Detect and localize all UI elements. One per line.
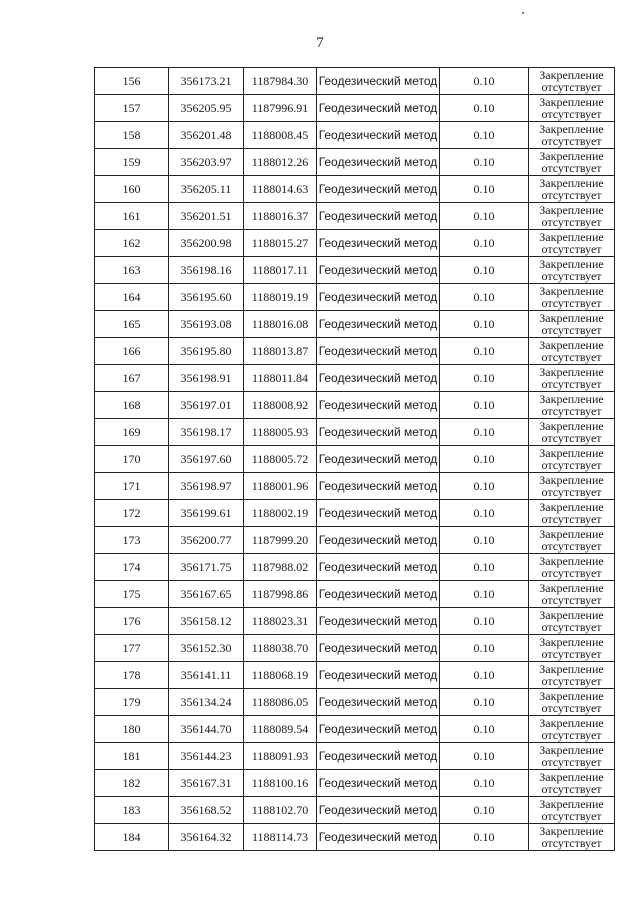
fixation-cell	[529, 797, 615, 824]
fixation-text: отсутствует	[541, 647, 602, 661]
x-coordinate-cell: 356198.16	[169, 257, 244, 284]
y-coordinate-cell: 1188100.16	[244, 770, 317, 797]
point-number-cell: 159	[95, 149, 169, 176]
fixation-text: отсутствует	[541, 539, 602, 553]
table-row	[95, 338, 615, 365]
fixation-text: Закрепление	[539, 419, 604, 433]
x-coordinate-cell: 356167.31	[169, 770, 244, 797]
fixation-cell	[529, 581, 615, 608]
y-coordinate-cell: 1188012.26	[244, 149, 317, 176]
point-number-cell: 174	[95, 554, 169, 581]
x-coordinate-cell: 356164.32	[169, 824, 244, 851]
table-row	[95, 716, 615, 743]
table-row	[95, 419, 615, 446]
fixation-cell	[529, 257, 615, 284]
accuracy-cell: 0.10	[440, 365, 529, 392]
x-coordinate-cell: 356203.97	[169, 149, 244, 176]
x-coordinate-cell: 356158.12	[169, 608, 244, 635]
point-number-cell: 168	[95, 392, 169, 419]
x-coordinate-cell: 356195.60	[169, 284, 244, 311]
table-row	[95, 500, 615, 527]
fixation-cell	[529, 743, 615, 770]
point-number-cell: 158	[95, 122, 169, 149]
y-coordinate-cell: 1188001.96	[244, 473, 317, 500]
fixation-text: Закрепление	[539, 716, 604, 730]
point-number-cell: 156	[95, 68, 169, 95]
fixation-text: отсутствует	[541, 323, 602, 337]
fixation-text: Закрепление	[539, 392, 604, 406]
accuracy-cell: 0.10	[440, 608, 529, 635]
table-row	[95, 257, 615, 284]
x-coordinate-cell: 356198.17	[169, 419, 244, 446]
fixation-text: отсутствует	[541, 404, 602, 418]
fixation-text: отсутствует	[541, 809, 602, 823]
x-coordinate-cell: 356201.51	[169, 203, 244, 230]
fixation-cell	[529, 554, 615, 581]
table-row	[95, 662, 615, 689]
point-number-cell: 176	[95, 608, 169, 635]
fixation-text: Закрепление	[539, 824, 604, 838]
fixation-cell	[529, 635, 615, 662]
fixation-cell	[529, 473, 615, 500]
x-coordinate-cell: 356195.80	[169, 338, 244, 365]
fixation-text: Закрепление	[539, 257, 604, 271]
fixation-text: Закрепление	[539, 635, 604, 649]
point-number-cell: 170	[95, 446, 169, 473]
fixation-text: отсутствует	[541, 296, 602, 310]
y-coordinate-cell: 1188023.31	[244, 608, 317, 635]
point-number-cell: 166	[95, 338, 169, 365]
table-row	[95, 176, 615, 203]
method-cell: Геодезический метод	[317, 662, 440, 689]
fixation-cell	[529, 122, 615, 149]
fixation-cell	[529, 68, 615, 95]
point-number-cell: 160	[95, 176, 169, 203]
method-cell: Геодезический метод	[317, 446, 440, 473]
method-cell: Геодезический метод	[317, 500, 440, 527]
x-coordinate-cell: 356199.61	[169, 500, 244, 527]
table-row	[95, 824, 615, 851]
fixation-cell	[529, 419, 615, 446]
accuracy-cell: 0.10	[440, 446, 529, 473]
table-row	[95, 797, 615, 824]
coordinates-table	[94, 67, 615, 851]
y-coordinate-cell: 1188008.45	[244, 122, 317, 149]
fixation-cell	[529, 392, 615, 419]
table-row	[95, 743, 615, 770]
fixation-cell	[529, 824, 615, 851]
x-coordinate-cell: 356201.48	[169, 122, 244, 149]
fixation-text: Закрепление	[539, 311, 604, 325]
x-coordinate-cell: 356173.21	[169, 68, 244, 95]
point-number-cell: 181	[95, 743, 169, 770]
fixation-cell	[529, 176, 615, 203]
method-cell: Геодезический метод	[317, 716, 440, 743]
fixation-text: отсутствует	[541, 161, 602, 175]
accuracy-cell: 0.10	[440, 770, 529, 797]
fixation-text: Закрепление	[539, 797, 604, 811]
y-coordinate-cell: 1188015.27	[244, 230, 317, 257]
table-row	[95, 230, 615, 257]
y-coordinate-cell: 1188016.37	[244, 203, 317, 230]
method-cell: Геодезический метод	[317, 635, 440, 662]
method-cell: Геодезический метод	[317, 797, 440, 824]
fixation-text: отсутствует	[541, 269, 602, 283]
fixation-text: Закрепление	[539, 446, 604, 460]
page-number: 7	[316, 35, 324, 51]
point-number-cell: 169	[95, 419, 169, 446]
table-row	[95, 635, 615, 662]
fixation-cell	[529, 149, 615, 176]
fixation-text: Закрепление	[539, 365, 604, 379]
accuracy-cell: 0.10	[440, 554, 529, 581]
point-number-cell: 172	[95, 500, 169, 527]
point-number-cell: 173	[95, 527, 169, 554]
point-number-cell: 161	[95, 203, 169, 230]
method-cell: Геодезический метод	[317, 581, 440, 608]
method-cell: Геодезический метод	[317, 554, 440, 581]
x-coordinate-cell: 356198.91	[169, 365, 244, 392]
y-coordinate-cell: 1188019.19	[244, 284, 317, 311]
fixation-text: Закрепление	[539, 689, 604, 703]
table-row	[95, 149, 615, 176]
fixation-text: отсутствует	[541, 566, 602, 580]
y-coordinate-cell: 1188086.05	[244, 689, 317, 716]
fixation-cell	[529, 338, 615, 365]
fixation-text: Закрепление	[539, 176, 604, 190]
x-coordinate-cell: 356193.08	[169, 311, 244, 338]
point-number-cell: 178	[95, 662, 169, 689]
x-coordinate-cell: 356134.24	[169, 689, 244, 716]
accuracy-cell: 0.10	[440, 230, 529, 257]
fixation-text: Закрепление	[539, 473, 604, 487]
fixation-text: Закрепление	[539, 68, 604, 82]
fixation-text: отсутствует	[541, 215, 602, 229]
x-coordinate-cell: 356197.01	[169, 392, 244, 419]
x-coordinate-cell: 356167.65	[169, 581, 244, 608]
table-row	[95, 311, 615, 338]
scan-speck	[522, 12, 524, 14]
x-coordinate-cell: 356197.60	[169, 446, 244, 473]
method-cell: Геодезический метод	[317, 311, 440, 338]
y-coordinate-cell: 1188016.08	[244, 311, 317, 338]
fixation-text: Закрепление	[539, 743, 604, 757]
accuracy-cell: 0.10	[440, 689, 529, 716]
fixation-cell	[529, 446, 615, 473]
method-cell: Геодезический метод	[317, 230, 440, 257]
point-number-cell: 171	[95, 473, 169, 500]
y-coordinate-cell: 1188102.70	[244, 797, 317, 824]
point-number-cell: 179	[95, 689, 169, 716]
fixation-text: Закрепление	[539, 230, 604, 244]
fixation-text: Закрепление	[539, 554, 604, 568]
point-number-cell: 182	[95, 770, 169, 797]
fixation-cell	[529, 716, 615, 743]
accuracy-cell: 0.10	[440, 527, 529, 554]
y-coordinate-cell: 1188068.19	[244, 662, 317, 689]
fixation-text: отсутствует	[541, 485, 602, 499]
fixation-text: отсутствует	[541, 242, 602, 256]
fixation-cell	[529, 689, 615, 716]
fixation-text: отсутствует	[541, 593, 602, 607]
method-cell: Геодезический метод	[317, 419, 440, 446]
accuracy-cell: 0.10	[440, 743, 529, 770]
table-row	[95, 392, 615, 419]
coordinates-table-body	[95, 68, 615, 851]
table-row	[95, 473, 615, 500]
point-number-cell: 175	[95, 581, 169, 608]
x-coordinate-cell: 356141.11	[169, 662, 244, 689]
y-coordinate-cell: 1188005.72	[244, 446, 317, 473]
accuracy-cell: 0.10	[440, 149, 529, 176]
y-coordinate-cell: 1188011.84	[244, 365, 317, 392]
fixation-text: Закрепление	[539, 338, 604, 352]
table-row	[95, 203, 615, 230]
fixation-cell	[529, 662, 615, 689]
fixation-text: Закрепление	[539, 284, 604, 298]
fixation-cell	[529, 527, 615, 554]
point-number-cell: 162	[95, 230, 169, 257]
fixation-text: отсутствует	[541, 431, 602, 445]
method-cell: Геодезический метод	[317, 473, 440, 500]
table-row	[95, 284, 615, 311]
fixation-text: Закрепление	[539, 770, 604, 784]
table-row	[95, 68, 615, 95]
accuracy-cell: 0.10	[440, 797, 529, 824]
table-row	[95, 365, 615, 392]
fixation-text: Закрепление	[539, 500, 604, 514]
accuracy-cell: 0.10	[440, 68, 529, 95]
accuracy-cell: 0.10	[440, 419, 529, 446]
fixation-text: Закрепление	[539, 95, 604, 109]
y-coordinate-cell: 1188017.11	[244, 257, 317, 284]
fixation-text: отсутствует	[541, 188, 602, 202]
fixation-text: Закрепление	[539, 203, 604, 217]
method-cell: Геодезический метод	[317, 176, 440, 203]
y-coordinate-cell: 1188002.19	[244, 500, 317, 527]
accuracy-cell: 0.10	[440, 500, 529, 527]
accuracy-cell: 0.10	[440, 392, 529, 419]
fixation-text: отсутствует	[541, 836, 602, 850]
method-cell: Геодезический метод	[317, 392, 440, 419]
accuracy-cell: 0.10	[440, 311, 529, 338]
accuracy-cell: 0.10	[440, 122, 529, 149]
method-cell: Геодезический метод	[317, 68, 440, 95]
fixation-cell	[529, 500, 615, 527]
y-coordinate-cell: 1188013.87	[244, 338, 317, 365]
x-coordinate-cell: 356205.11	[169, 176, 244, 203]
y-coordinate-cell: 1188114.73	[244, 824, 317, 851]
fixation-text: Закрепление	[539, 581, 604, 595]
point-number-cell: 177	[95, 635, 169, 662]
method-cell: Геодезический метод	[317, 608, 440, 635]
y-coordinate-cell: 1187984.30	[244, 68, 317, 95]
table-row	[95, 446, 615, 473]
table-row	[95, 689, 615, 716]
y-coordinate-cell: 1188038.70	[244, 635, 317, 662]
accuracy-cell: 0.10	[440, 581, 529, 608]
x-coordinate-cell: 356144.70	[169, 716, 244, 743]
method-cell: Геодезический метод	[317, 149, 440, 176]
method-cell: Геодезический метод	[317, 284, 440, 311]
method-cell: Геодезический метод	[317, 689, 440, 716]
table-row	[95, 608, 615, 635]
fixation-text: Закрепление	[539, 527, 604, 541]
y-coordinate-cell: 1187999.20	[244, 527, 317, 554]
x-coordinate-cell: 356200.98	[169, 230, 244, 257]
accuracy-cell: 0.10	[440, 203, 529, 230]
fixation-cell	[529, 365, 615, 392]
fixation-cell	[529, 203, 615, 230]
fixation-text: Закрепление	[539, 662, 604, 676]
fixation-text: отсутствует	[541, 674, 602, 688]
fixation-cell	[529, 230, 615, 257]
y-coordinate-cell: 1187998.86	[244, 581, 317, 608]
fixation-text: отсутствует	[541, 350, 602, 364]
x-coordinate-cell: 356168.52	[169, 797, 244, 824]
y-coordinate-cell: 1187996.91	[244, 95, 317, 122]
method-cell: Геодезический метод	[317, 824, 440, 851]
method-cell: Геодезический метод	[317, 770, 440, 797]
x-coordinate-cell: 356152.30	[169, 635, 244, 662]
point-number-cell: 163	[95, 257, 169, 284]
method-cell: Геодезический метод	[317, 122, 440, 149]
fixation-text: отсутствует	[541, 134, 602, 148]
method-cell: Геодезический метод	[317, 95, 440, 122]
fixation-text: отсутствует	[541, 458, 602, 472]
point-number-cell: 183	[95, 797, 169, 824]
method-cell: Геодезический метод	[317, 338, 440, 365]
fixation-text: отсутствует	[541, 80, 602, 94]
point-number-cell: 180	[95, 716, 169, 743]
y-coordinate-cell: 1188008.92	[244, 392, 317, 419]
accuracy-cell: 0.10	[440, 473, 529, 500]
x-coordinate-cell: 356144.23	[169, 743, 244, 770]
accuracy-cell: 0.10	[440, 95, 529, 122]
fixation-cell	[529, 608, 615, 635]
method-cell: Геодезический метод	[317, 365, 440, 392]
fixation-cell	[529, 311, 615, 338]
table-row	[95, 554, 615, 581]
point-number-cell: 165	[95, 311, 169, 338]
fixation-text: отсутствует	[541, 377, 602, 391]
accuracy-cell: 0.10	[440, 662, 529, 689]
table-row	[95, 95, 615, 122]
y-coordinate-cell: 1188014.63	[244, 176, 317, 203]
x-coordinate-cell: 356205.95	[169, 95, 244, 122]
fixation-text: отсутствует	[541, 620, 602, 634]
y-coordinate-cell: 1187988.02	[244, 554, 317, 581]
point-number-cell: 167	[95, 365, 169, 392]
y-coordinate-cell: 1188091.93	[244, 743, 317, 770]
fixation-text: отсутствует	[541, 728, 602, 742]
point-number-cell: 157	[95, 95, 169, 122]
fixation-text: отсутствует	[541, 107, 602, 121]
method-cell: Геодезический метод	[317, 743, 440, 770]
table-row	[95, 122, 615, 149]
accuracy-cell: 0.10	[440, 284, 529, 311]
fixation-text: Закрепление	[539, 122, 604, 136]
x-coordinate-cell: 356200.77	[169, 527, 244, 554]
fixation-text: отсутствует	[541, 755, 602, 769]
table-row	[95, 581, 615, 608]
fixation-cell	[529, 770, 615, 797]
x-coordinate-cell: 356198.97	[169, 473, 244, 500]
fixation-text: Закрепление	[539, 149, 604, 163]
accuracy-cell: 0.10	[440, 716, 529, 743]
accuracy-cell: 0.10	[440, 338, 529, 365]
point-number-cell: 164	[95, 284, 169, 311]
point-number-cell: 184	[95, 824, 169, 851]
table-row	[95, 527, 615, 554]
accuracy-cell: 0.10	[440, 824, 529, 851]
fixation-cell	[529, 95, 615, 122]
method-cell: Геодезический метод	[317, 203, 440, 230]
y-coordinate-cell: 1188089.54	[244, 716, 317, 743]
fixation-cell	[529, 284, 615, 311]
method-cell: Геодезический метод	[317, 527, 440, 554]
accuracy-cell: 0.10	[440, 635, 529, 662]
table-row	[95, 770, 615, 797]
method-cell: Геодезический метод	[317, 257, 440, 284]
accuracy-cell: 0.10	[440, 257, 529, 284]
fixation-text: отсутствует	[541, 782, 602, 796]
fixation-text: отсутствует	[541, 701, 602, 715]
accuracy-cell: 0.10	[440, 176, 529, 203]
x-coordinate-cell: 356171.75	[169, 554, 244, 581]
y-coordinate-cell: 1188005.93	[244, 419, 317, 446]
fixation-text: отсутствует	[541, 512, 602, 526]
fixation-text: Закрепление	[539, 608, 604, 622]
